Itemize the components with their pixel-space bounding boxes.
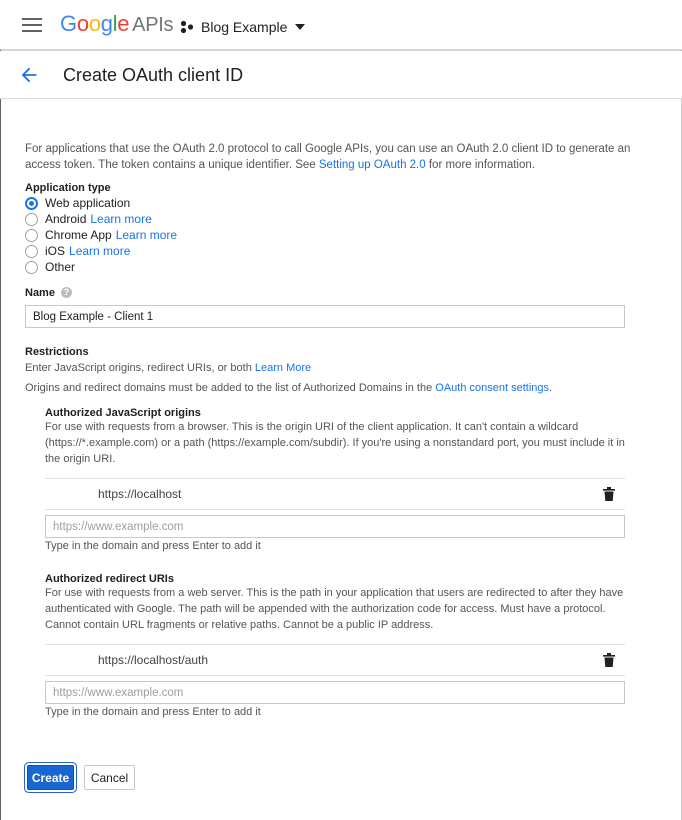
- redirect-entry-uri: https://localhost/auth: [98, 653, 209, 667]
- radio-android[interactable]: Android Learn more: [25, 211, 152, 227]
- radio-unchecked-icon[interactable]: [25, 229, 38, 242]
- page-header: [0, 51, 682, 99]
- origin-entry-uri: https://localhost: [98, 487, 182, 501]
- redirect-input-hint: Type in the domain and press Enter to add it: [45, 706, 261, 718]
- top-app-bar: [0, 0, 682, 50]
- origin-entry-row: [45, 478, 625, 510]
- radio-web-application[interactable]: Web application: [25, 195, 130, 211]
- intro-text: For applications that use the OAuth 2.0 protocol to call Google APIs, you can use an OAuth 2.0 client ID to generate an access token. The token contains a unique identifier. See Setting up OAuth 2.0 for more information.: [25, 143, 631, 171]
- trash-icon[interactable]: [603, 653, 615, 667]
- google-apis-logo[interactable]: Google APIs: [60, 11, 174, 36]
- radio-other[interactable]: Other: [25, 259, 75, 275]
- restrictions-line2: Origins and redirect domains must be added to the list of Authorized Domains in the OAuth consent settings.: [25, 382, 553, 394]
- redirects-label: Authorized redirect URIs: [45, 573, 174, 585]
- restrictions-learn-more-link[interactable]: Learn More: [254, 362, 312, 374]
- radio-ios[interactable]: iOS Learn more: [25, 243, 130, 259]
- android-learn-more-link[interactable]: Learn more: [90, 212, 152, 226]
- trash-icon[interactable]: [603, 487, 615, 501]
- redirect-uri-input[interactable]: [45, 681, 625, 704]
- radio-unchecked-icon[interactable]: [25, 213, 38, 226]
- name-label: Name ?: [25, 287, 72, 299]
- create-button[interactable]: Create: [27, 765, 74, 790]
- ios-learn-more-link[interactable]: Learn more: [69, 244, 131, 258]
- chrome-app-learn-more-link[interactable]: Learn more: [115, 228, 178, 242]
- origin-uri-input[interactable]: [45, 515, 625, 538]
- project-name: Blog Example: [201, 19, 288, 35]
- name-input[interactable]: [25, 305, 625, 328]
- help-icon[interactable]: ?: [61, 287, 72, 298]
- radio-chrome-app[interactable]: Chrome App Learn more: [25, 227, 177, 243]
- menu-icon[interactable]: [22, 18, 42, 32]
- radio-unchecked-icon[interactable]: [25, 245, 38, 258]
- setting-up-oauth-link[interactable]: Setting up OAuth 2.0: [318, 159, 426, 171]
- redirect-entry-row: [45, 644, 625, 676]
- radio-checked-icon[interactable]: [25, 197, 38, 210]
- origins-description: For use with requests from a browser. This is the origin URI of the client application. It can't contain a wildcard (https://*.example.com) or a path (https://example.com/subdir). If you're using a nonstandard port, you must include it in the origin URI.: [45, 421, 625, 465]
- cancel-button[interactable]: Cancel: [84, 765, 135, 790]
- back-arrow-icon[interactable]: [18, 64, 40, 86]
- project-selector[interactable]: [180, 17, 305, 37]
- origins-label: Authorized JavaScript origins: [45, 407, 201, 419]
- page-title: Create OAuth client ID: [63, 65, 244, 85]
- oauth-consent-settings-link[interactable]: OAuth consent settings: [435, 382, 550, 394]
- radio-unchecked-icon[interactable]: [25, 261, 38, 274]
- redirects-description: For use with requests from a web server. This is the path in your application that users are redirected to after they have authenticated with Google. The path will be appended with the authorization code for access. Must have a protocol. Cannot contain URL fragments or relative paths. Cannot be a public IP address.: [45, 587, 624, 631]
- origin-input-hint: Type in the domain and press Enter to add it: [45, 540, 261, 552]
- project-dots-icon: [180, 20, 194, 34]
- restrictions-line1: Enter JavaScript origins, redirect URIs, or both Learn More: [25, 362, 312, 374]
- application-type-label: Application type: [25, 182, 111, 194]
- restrictions-label: Restrictions: [25, 346, 89, 358]
- chevron-down-icon: [295, 24, 305, 30]
